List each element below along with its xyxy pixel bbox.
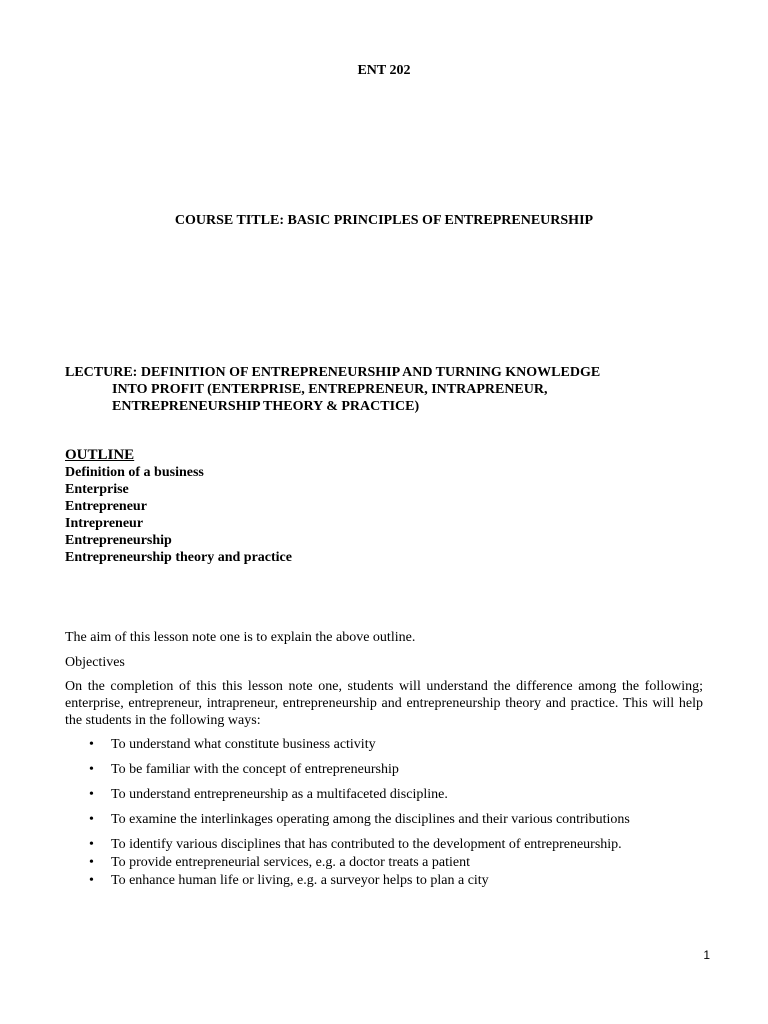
list-item-text: To understand what constitute business activity <box>111 737 376 752</box>
bullet-icon: • <box>89 873 94 888</box>
outline-item: Definition of a business <box>65 465 204 480</box>
list-item-text: To identify various disciplines that has contributed to the development of entrepreneurship. <box>111 837 622 852</box>
bullet-icon: • <box>89 812 94 827</box>
list-item <box>65 854 705 871</box>
page-number: 1 <box>703 948 710 962</box>
outline-item: Entrepreneurship theory and practice <box>65 550 292 565</box>
list-item-text: To provide entrepreneurial services, e.g. a doctor treats a patient <box>111 855 470 870</box>
outline-item: Entrepreneur <box>65 499 147 514</box>
lecture-title <box>65 364 705 415</box>
list-item-text: To enhance human life or living, e.g. a surveyor helps to plan a city <box>111 873 489 888</box>
course-code: ENT 202 <box>357 63 411 78</box>
lecture-title-line-1: LECTURE: DEFINITION OF ENTREPRENEURSHIP AND TURNING KNOWLEDGE <box>65 365 601 380</box>
list-item <box>65 811 705 828</box>
lecture-title-line-2: INTO PROFIT (ENTERPRISE, ENTREPRENEUR, INTRAPRENEUR, <box>112 382 548 397</box>
list-item <box>65 786 705 803</box>
list-item <box>65 761 705 778</box>
intro-paragraph: On the completion of this this lesson note one, students will understand the difference among the following; enterprise, entrepreneur, intrapreneur, entrepreneurship and entrepreneurship theory and practice. This will help the students in the following ways: <box>65 679 703 728</box>
bullet-icon: • <box>89 762 94 777</box>
course-title: COURSE TITLE: BASIC PRINCIPLES OF ENTREPRENEURSHIP <box>174 213 594 228</box>
bullet-icon: • <box>89 855 94 870</box>
list-item <box>65 736 705 753</box>
list-item <box>65 872 705 889</box>
outline-section <box>65 447 705 566</box>
outline-item: Intrepreneur <box>65 516 144 531</box>
outline-item: Entrepreneurship <box>65 533 172 548</box>
list-item-text: To understand entrepreneurship as a multifaceted discipline. <box>111 787 448 802</box>
list-item <box>65 836 705 853</box>
objectives-label: Objectives <box>65 655 125 670</box>
outline-item: Enterprise <box>65 482 129 497</box>
aim-paragraph: The aim of this lesson note one is to explain the above outline. <box>65 630 416 645</box>
lecture-title-line-3: ENTREPRENEURSHIP THEORY & PRACTICE) <box>112 399 420 414</box>
objectives-list <box>65 736 705 889</box>
list-item-text: To be familiar with the concept of entrepreneurship <box>111 762 399 777</box>
bullet-icon: • <box>89 787 94 802</box>
outline-heading: OUTLINE <box>65 447 135 463</box>
list-item-text: To examine the interlinkages operating among the disciplines and their various contributions <box>111 812 630 827</box>
bullet-icon: • <box>89 737 94 752</box>
bullet-icon: • <box>89 837 94 852</box>
